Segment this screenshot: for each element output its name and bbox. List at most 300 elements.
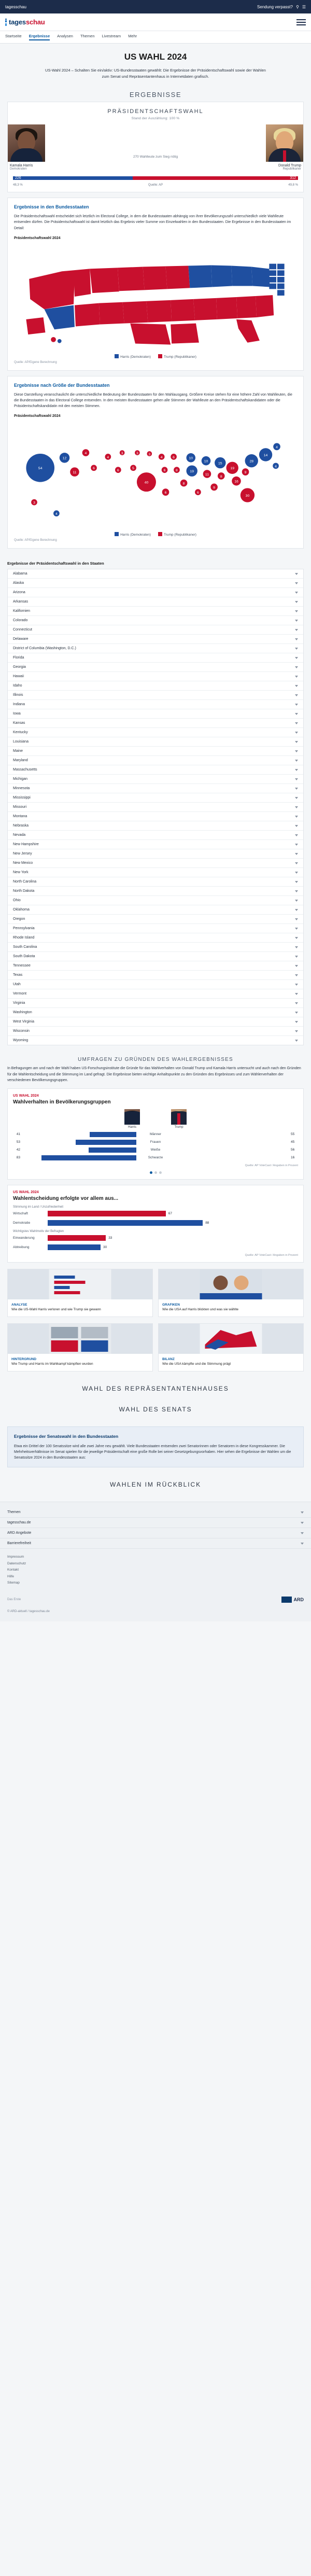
state-accordion-item[interactable] [8, 952, 303, 961]
footer-row-0[interactable] [0, 1507, 311, 1518]
state-accordion-item[interactable] [8, 700, 303, 709]
teaser-card-0[interactable] [7, 1269, 153, 1317]
state-list-heading: Ergebnisse der Präsidentschaftswahl in den Staaten [7, 561, 104, 566]
chevron-down-icon [295, 620, 298, 622]
state-accordion-label: Hawaii [13, 675, 24, 679]
footer-row-label-1: tagesschau.de [7, 1521, 31, 1525]
chart1-value-left: 83 [16, 1156, 20, 1160]
chevron-down-icon [295, 825, 298, 827]
chart1-value-right: 16 [291, 1156, 295, 1160]
state-accordion-label: Nevada [13, 833, 26, 837]
state-accordion-item[interactable] [8, 961, 303, 971]
chart1-value-left: 53 [16, 1140, 20, 1144]
state-accordion-item[interactable] [8, 756, 303, 765]
section-senate: WAHL DES SENATS [119, 1406, 192, 1413]
chart1-pager[interactable] [13, 1171, 298, 1174]
svg-text:6: 6 [173, 456, 175, 460]
chart2-row [13, 1235, 298, 1241]
footer-row-label-2: ARD Angebote [7, 1531, 32, 1535]
candidate-name-left: Kamala Harris [10, 164, 33, 168]
state-accordion-item[interactable] [8, 1008, 303, 1017]
chart2-bar [48, 1244, 101, 1250]
state-accordion-item[interactable] [8, 765, 303, 775]
state-accordion-item[interactable] [8, 681, 303, 691]
footer-link[interactable]: Sitemap [7, 1580, 20, 1585]
chart1-category: Weiße [150, 1148, 161, 1152]
chevron-down-icon [295, 741, 298, 743]
chevron-down-icon [295, 573, 298, 575]
teaser-text-1: Wie die USA auf Harris blickten und was sie wählte [162, 1308, 239, 1312]
chart2-source: Quelle: AP VoteCast / Angaben in Prozent [245, 1253, 298, 1257]
page-intro: US-Wahl 2024 – Schalten Sie ein/aktiv: US-Bundesstaaten gewählt: Die Ergebnisse der Präsidentschaftswahl sowie der Wahlen zum Senat und Repräsentantenhaus in Internetdaten grafisch. [45, 68, 266, 79]
footer-link[interactable]: Datenschutz [7, 1561, 26, 1565]
page-title: US WAHL 2024 [124, 52, 187, 62]
chart2-category: Wirtschaft [13, 1211, 28, 1215]
chart2-value: 67 [168, 1211, 173, 1215]
state-accordion-item[interactable] [8, 597, 303, 607]
chevron-down-icon [295, 806, 298, 808]
state-accordion-label: Georgia [13, 665, 26, 669]
site-header [0, 13, 311, 31]
nav-item-2[interactable]: Analysen [57, 34, 73, 38]
chevron-down-icon [295, 760, 298, 762]
svg-text:11: 11 [205, 473, 209, 477]
teaser-thumb-2 [8, 1324, 152, 1354]
chevron-down-icon [295, 610, 298, 612]
state-accordion-item[interactable] [8, 924, 303, 933]
states-map-source: Quelle: AP/Eigene Berechnung [14, 360, 57, 364]
nav-item-4[interactable]: Livestream [102, 34, 121, 38]
state-accordion-item[interactable] [8, 644, 303, 653]
state-accordion-label: New Mexico [13, 861, 33, 865]
us-choropleth-map[interactable] [14, 242, 297, 351]
state-accordion-item[interactable] [8, 607, 303, 616]
chart1-category: Männer [149, 1132, 162, 1137]
teaser-text-2: Wie Trump und Harris im Wahlkampf kämpften wurden [11, 1362, 93, 1366]
svg-text:6: 6 [93, 467, 95, 471]
state-accordion-item[interactable] [8, 616, 303, 625]
chevron-down-icon [295, 778, 298, 780]
svg-text:8: 8 [182, 482, 185, 486]
state-accordion-item[interactable] [8, 784, 303, 793]
svg-text:14: 14 [263, 454, 268, 458]
state-accordion-label: Rhode Island [13, 936, 35, 940]
state-accordion-item[interactable] [8, 663, 303, 672]
state-accordion-item[interactable] [8, 719, 303, 728]
svg-text:4: 4 [84, 452, 87, 456]
chevron-down-icon [295, 816, 298, 818]
state-accordion-item[interactable] [8, 737, 303, 747]
chart1-value-left: 41 [16, 1132, 20, 1137]
state-accordion-item[interactable] [8, 915, 303, 924]
chart1-bar-left [41, 1155, 136, 1160]
svg-text:11: 11 [73, 471, 77, 475]
chevron-down-icon [295, 844, 298, 846]
chevron-down-icon [295, 937, 298, 939]
state-accordion-label: South Dakota [13, 955, 35, 959]
footer-row-2[interactable] [0, 1528, 311, 1538]
state-accordion-item[interactable] [8, 775, 303, 784]
chart1-portrait-harris [124, 1109, 140, 1125]
chevron-down-icon [295, 638, 298, 640]
state-accordion-item[interactable] [8, 989, 303, 999]
chevron-down-icon [295, 601, 298, 603]
chart1-value-right: 55 [291, 1132, 295, 1137]
chart2-title: Wahlentscheidung erfolgte vor allem aus... [13, 1195, 119, 1201]
chart1-bar-left [90, 1132, 136, 1137]
state-accordion-label: Alabama [13, 572, 27, 576]
state-accordion-label: Wisconsin [13, 1029, 30, 1033]
svg-text:4: 4 [276, 445, 278, 450]
chart2-value: 88 [205, 1221, 209, 1225]
state-accordion-label: Vermont [13, 992, 27, 996]
state-accordion-item[interactable] [8, 1017, 303, 1027]
percent-harris: 48,3 % [13, 184, 23, 187]
electoral-votes-harris: 226 [13, 176, 133, 180]
states-map-card [7, 198, 304, 371]
section-review: WAHLEN IM RÜCKBLICK [109, 1481, 202, 1489]
chevron-down-icon [295, 685, 298, 687]
state-accordion-item[interactable] [8, 728, 303, 737]
svg-text:40: 40 [144, 481, 149, 485]
svg-text:6: 6 [117, 469, 119, 473]
percent-trump: 49,8 % [288, 184, 298, 187]
chart1-row [13, 1147, 298, 1153]
nav-item-3[interactable]: Themen [80, 34, 95, 38]
chart2-value: 33 [108, 1236, 112, 1240]
state-accordion-label: New Hampshire [13, 843, 39, 847]
state-accordion-label: Indiana [13, 703, 25, 707]
senate-info-text: Etwa ein Drittel der 100 Senatssitze wird alle zwei Jahre neu gewählt. Viele Bundesstaaten entsenden zwei Senatorinnen oder Senatoren in diese Kongresskammer. Die Mehrheitsverhältnisse im Senat spielen für die jeweilige Präsidentschaft eine große Rolle bei seiner Gesetzgebungsvorhaben. Hier sehen die Ergebnisse der Wahlen um die Senatssitze 2024 in den Bundesstaaten aus: [14, 1444, 291, 1460]
teaser-card-3[interactable] [158, 1323, 304, 1371]
candidate-portrait-harris [8, 124, 45, 162]
chart1-track-left [22, 1155, 136, 1160]
chart1-track-right [175, 1147, 289, 1153]
utility-topbar [0, 0, 311, 13]
svg-text:54: 54 [38, 467, 43, 471]
state-accordion-item[interactable] [8, 933, 303, 943]
chevron-down-icon [295, 965, 298, 967]
teaser-row-2 [7, 1323, 304, 1371]
teaser-card-2[interactable] [7, 1323, 153, 1371]
footer-row-3[interactable] [0, 1538, 311, 1549]
state-accordion-label: Kentucky [13, 731, 28, 735]
state-accordion-label: Massachusetts [13, 768, 37, 772]
chart2-bar [48, 1235, 106, 1241]
chevron-down-icon [295, 704, 298, 706]
chevron-down-icon [295, 732, 298, 734]
state-accordion-item[interactable] [8, 887, 303, 896]
state-accordion-item[interactable] [8, 980, 303, 989]
chevron-down-icon [295, 1021, 298, 1023]
topbar-missed-broadcast[interactable]: Sendung verpasst? [257, 4, 293, 9]
polls-heading: UMFRAGEN ZU GRÜNDEN DES WAHLERGEBNISSES [78, 1057, 233, 1063]
svg-text:12: 12 [62, 457, 67, 461]
state-accordion-item[interactable] [8, 793, 303, 803]
chart2-category: Abtreibung [13, 1245, 30, 1249]
state-accordion-label: Tennessee [13, 964, 31, 968]
chevron-down-icon [295, 582, 298, 584]
svg-text:28: 28 [249, 459, 254, 464]
state-accordion-label: Pennsylvania [13, 927, 35, 931]
state-accordion-item[interactable] [8, 849, 303, 859]
state-accordion-item[interactable] [8, 1027, 303, 1036]
state-accordion-label: West Virginia [13, 1020, 34, 1024]
chart1-track-right [175, 1155, 289, 1160]
chart2-value: 30 [103, 1245, 107, 1249]
bubble-map-description: Diese Darstellung veranschaulicht die unterschiedliche Bedeutung der Bundesstaaten für den Wahlausgang. Größere Kreise stehen für eine höhere Zahl von Wahlleuten, die die Bundesstaaten in das Electoral College entsenden. In den meisten Bundesstaaten gehen alle Stimmen der Wahlleute an den Präsidentschaftskandidaten oder die Präsidentschaftskandidatin mit den meisten Stimmen. [14, 393, 292, 409]
duel-needed-note: 270 Wahlleute zum Sieg nötig [133, 155, 178, 159]
state-accordion-label: Ohio [13, 899, 21, 903]
chevron-down-icon [295, 1002, 298, 1004]
chart1-col-left: Harris [128, 1125, 136, 1129]
state-accordion-label: Idaho [13, 684, 22, 688]
chart2-category: Einwanderung [13, 1236, 35, 1240]
state-accordion-label: Montana [13, 815, 27, 819]
state-accordion-item[interactable] [8, 971, 303, 980]
chart1-track-right [175, 1132, 289, 1137]
chart1-row [13, 1132, 298, 1137]
chart2-bar-rows-b [13, 1235, 298, 1250]
svg-text:16: 16 [234, 480, 238, 484]
teaser-kicker-1: GRAFIKEN [162, 1303, 180, 1307]
ard-mark-icon [281, 1597, 292, 1603]
electoral-vote-bar [13, 174, 298, 182]
state-accordion-label: Iowa [13, 712, 21, 716]
chevron-down-icon [301, 1543, 304, 1545]
candidate-party-right: Republikaner [282, 167, 301, 171]
chart1-category: Frauen [150, 1140, 161, 1144]
state-accordion-item[interactable] [8, 747, 303, 756]
chevron-down-icon [295, 657, 298, 659]
state-results-accordion [7, 569, 304, 1045]
chevron-down-icon [295, 890, 298, 892]
topbar-brand[interactable]: tagesschau [5, 4, 26, 9]
chart1-value-left: 42 [16, 1148, 20, 1152]
state-accordion-label: Kalifornien [13, 609, 31, 613]
us-bubble-map[interactable] [14, 420, 297, 529]
svg-text:4: 4 [160, 456, 163, 460]
senate-info-box [7, 1426, 304, 1467]
chart2-row [13, 1220, 298, 1226]
chart2-row [13, 1211, 298, 1216]
chevron-down-icon [301, 1532, 304, 1534]
state-accordion-item[interactable] [8, 943, 303, 952]
nav-item-5[interactable]: Mehr [128, 34, 137, 38]
chart1-row [13, 1140, 298, 1145]
chevron-down-icon [295, 993, 298, 995]
svg-text:19: 19 [230, 467, 234, 471]
duel-source: Quelle: AP [148, 184, 163, 187]
legend-label-red: Trump (Republikaner) [163, 355, 196, 359]
ard-logo[interactable] [281, 1597, 304, 1603]
state-accordion-item[interactable] [8, 859, 303, 868]
chart1-value-right: 45 [291, 1140, 295, 1144]
results-heading: ERGEBNISSE [129, 91, 182, 99]
senate-info-heading: Ergebnisse der Senatswahl in den Bundesstaaten [14, 1434, 119, 1439]
nav-item-0[interactable]: Startseite [5, 34, 22, 38]
chevron-down-icon [295, 900, 298, 902]
state-accordion-label: Connecticut [13, 628, 32, 632]
state-accordion-item[interactable] [8, 625, 303, 635]
state-accordion-item[interactable] [8, 999, 303, 1008]
chevron-down-icon [295, 834, 298, 836]
state-accordion-item[interactable] [8, 812, 303, 821]
state-accordion-label: Minnesota [13, 787, 30, 791]
state-accordion-label: North Carolina [13, 880, 37, 884]
teaser-kicker-3: BILANZ [162, 1357, 175, 1362]
state-accordion-item[interactable] [8, 635, 303, 644]
chevron-down-icon [295, 648, 298, 650]
teaser-thumb-0 [8, 1269, 152, 1299]
search-icon[interactable]: ⚲ [295, 4, 299, 9]
state-accordion-item[interactable] [8, 905, 303, 915]
bubble-map-subtitle: Präsidentschaftswahl 2024 [14, 414, 61, 418]
chart1-bar-left [89, 1147, 136, 1153]
state-accordion-item[interactable] [8, 709, 303, 719]
bubble-map-svg [14, 420, 297, 529]
state-accordion-label: Florida [13, 656, 24, 660]
teaser-thumb-1 [159, 1269, 303, 1299]
logo-text-main: tages [9, 18, 26, 26]
state-accordion-item[interactable] [8, 691, 303, 700]
chevron-down-icon [295, 909, 298, 911]
svg-text:3: 3 [148, 453, 151, 457]
footer-copyright: © ARD-aktuell / tagesschau.de [7, 1610, 50, 1614]
svg-text:6: 6 [197, 491, 199, 495]
state-accordion-label: Illinois [13, 693, 23, 697]
footer-row-1[interactable] [0, 1518, 311, 1528]
state-accordion-label: Louisiana [13, 740, 29, 744]
chart1-track-left [22, 1132, 136, 1137]
chevron-down-icon [295, 872, 298, 874]
chevron-down-icon [295, 694, 298, 696]
svg-text:9: 9 [244, 471, 247, 475]
state-accordion-label: Texas [13, 973, 23, 977]
chart1-bar-left [76, 1140, 136, 1145]
chevron-down-icon [295, 722, 298, 724]
state-accordion-label: Missouri [13, 805, 27, 809]
state-accordion-item[interactable] [8, 803, 303, 812]
svg-text:5: 5 [132, 467, 134, 471]
hamburger-icon[interactable] [296, 19, 306, 25]
svg-text:9: 9 [213, 486, 215, 490]
nav-item-1[interactable]: Ergebnisse [29, 34, 50, 40]
chevron-down-icon [301, 1522, 304, 1524]
footer-link[interactable]: Impressum [7, 1555, 24, 1559]
polls-intro: In Befragungen am und nach der Wahl haben US-Forschungsinstitute die Gründe für das Wahlverhalten von Donald Trump und Kamala Harris untersucht und auch nach den Gründen für die Wahlentscheidung und die Stimmung im Land gefragt. Die Ergebnisse bieten wichtige Anhaltspunkte zu den Gründen des Ergebnisses und zum Wählerverhalten der verschiedenen Bevölkerungsgruppen. [7, 1067, 301, 1082]
chevron-down-icon [295, 881, 298, 883]
teaser-card-1[interactable] [158, 1269, 304, 1317]
chevron-down-icon [295, 1040, 298, 1042]
state-accordion-item[interactable] [8, 877, 303, 887]
footer-link[interactable]: Kontakt [7, 1568, 19, 1572]
state-accordion-item[interactable] [8, 579, 303, 588]
state-accordion-label: District of Columbia (Washington, D.C.) [13, 647, 76, 651]
chart2-tag: US WAHL 2024 [13, 1190, 39, 1194]
state-accordion-label: Colorado [13, 619, 28, 623]
svg-text:4: 4 [55, 512, 58, 516]
svg-text:4: 4 [107, 456, 109, 460]
teaser-thumb-3 [159, 1324, 303, 1354]
svg-text:6: 6 [163, 469, 166, 473]
chart1-track-right [175, 1140, 289, 1145]
chart1-track-left [22, 1140, 136, 1145]
chevron-down-icon [301, 1511, 304, 1514]
chart1-track-left [22, 1147, 136, 1153]
chevron-down-icon [295, 713, 298, 715]
menu-icon[interactable]: ☰ [302, 4, 306, 9]
state-accordion-label: Utah [13, 983, 21, 987]
candidate-name-right: Donald Trump [278, 164, 301, 168]
teaser-kicker-2: HINTERGRUND [11, 1357, 37, 1362]
bubble-legend-red: Trump (Republikaner) [163, 533, 196, 537]
teaser-text-3: Wie die USA kämpfte und die Stimmung prägt [162, 1362, 231, 1366]
state-accordion-item[interactable] [8, 821, 303, 831]
state-accordion-item[interactable] [8, 569, 303, 579]
state-accordion-item[interactable] [8, 896, 303, 905]
bubble-legend-blue: Harris (Demokraten) [120, 533, 151, 537]
chevron-down-icon [295, 974, 298, 976]
chevron-down-icon [295, 769, 298, 771]
chevron-down-icon [295, 750, 298, 752]
tagesschau-logo[interactable] [5, 18, 45, 26]
state-accordion-item[interactable] [8, 588, 303, 597]
state-accordion-item[interactable] [8, 1036, 303, 1045]
chart2-row [13, 1244, 298, 1250]
chevron-down-icon [295, 928, 298, 930]
svg-text:10: 10 [189, 457, 193, 461]
chart1-row [13, 1155, 298, 1160]
svg-text:8: 8 [220, 475, 222, 479]
map-legend [14, 354, 297, 359]
state-accordion-label: Virginia [13, 1001, 25, 1005]
states-map-heading: Ergebnisse in den Bundesstaaten [14, 204, 89, 210]
state-accordion-label: Washington [13, 1011, 32, 1015]
chart1-source: Quelle: AP VoteCast / Angaben in Prozent [245, 1164, 298, 1167]
chart2-group2-label: Wichtigstes Wahlmotiv der Befragten [13, 1229, 64, 1233]
chevron-down-icon [295, 918, 298, 920]
teaser-row-1 [7, 1269, 304, 1317]
state-accordion-item[interactable] [8, 840, 303, 849]
svg-text:15: 15 [218, 461, 222, 466]
footer-link[interactable]: Hilfe [7, 1574, 15, 1578]
chevron-down-icon [295, 666, 298, 668]
chart2-group1-label: Stimmung im Land / Unzufriedenheit [13, 1205, 64, 1209]
state-accordion-item[interactable] [8, 672, 303, 681]
svg-text:6: 6 [164, 491, 167, 495]
svg-text:19: 19 [190, 470, 194, 474]
state-accordion-item[interactable] [8, 653, 303, 663]
state-accordion-item[interactable] [8, 831, 303, 840]
svg-text:4: 4 [275, 465, 277, 469]
svg-text:3: 3 [33, 501, 35, 505]
bubble-map-source: Quelle: AP/Eigene Berechnung [14, 539, 57, 542]
chart1-category: Schwarze [148, 1156, 163, 1160]
state-accordion-label: Delaware [13, 637, 29, 641]
duel-heading: PRÄSIDENTSCHAFTSWAHL [107, 108, 204, 115]
bubble-map-heading: Ergebnisse nach Größe der Bundesstaaten [14, 382, 110, 388]
svg-text:10: 10 [204, 459, 208, 464]
chart1-col-right: Trump [174, 1125, 183, 1129]
legend-label-blue: Harris (Demokraten) [120, 355, 151, 359]
bubble-map-card [7, 376, 304, 549]
chevron-down-icon [295, 788, 298, 790]
state-accordion-item[interactable] [8, 868, 303, 877]
footer-row-label-3: Barrierefreiheit [7, 1542, 31, 1546]
chart1-portrait-trump [171, 1109, 187, 1125]
state-accordion-label: Alaska [13, 581, 24, 585]
